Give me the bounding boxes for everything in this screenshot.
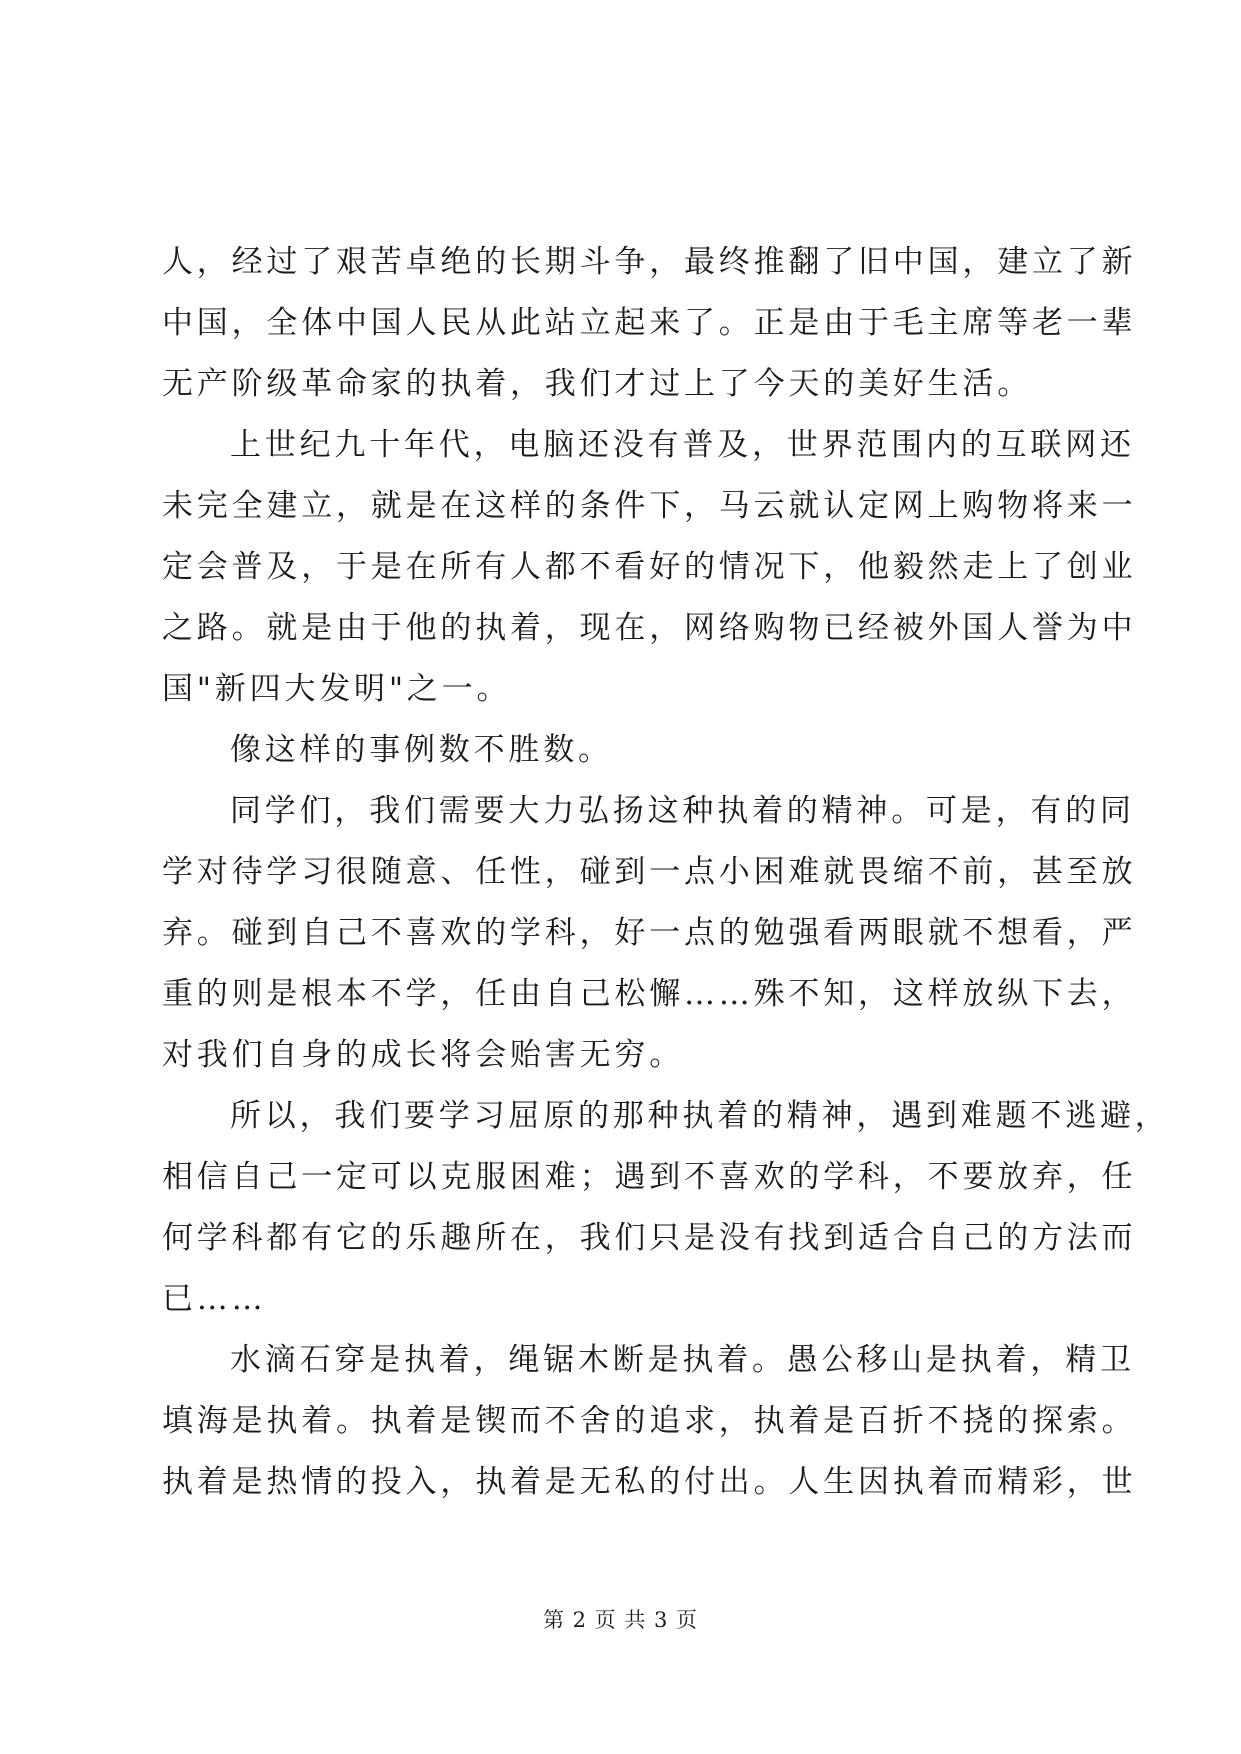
text-line: 相信自己一定可以克服困难；遇到不喜欢的学科，不要放弃，任 — [162, 1159, 1137, 1195]
text-line: 学对待学习很随意、任性，碰到一点小困难就畏缩不前，甚至放 — [162, 854, 1137, 890]
text-line: 水滴石穿是执着，绳锯木断是执着。愚公移山是执着，精卫 — [230, 1342, 1135, 1378]
text-line: 所以，我们要学习屈原的那种执着的精神，遇到难题不逃避， — [230, 1098, 1170, 1134]
text-line: 中国，全体中国人民从此站立起来了。正是由于毛主席等老一辈 — [162, 305, 1137, 341]
page-footer: 第 2 页 共 3 页 — [542, 1608, 699, 1632]
text-line: 对我们自身的成长将会贻害无穷。 — [162, 1037, 684, 1073]
text-line: 定会普及，于是在所有人都不看好的情况下，他毅然走上了创业 — [162, 549, 1137, 585]
text-line: 填海是执着。执着是锲而不舍的追求，执着是百折不挠的探索。 — [162, 1403, 1137, 1439]
text-line: 已…… — [162, 1281, 267, 1317]
text-line: 同学们，我们需要大力弘扬这种执着的精神。可是，有的同 — [230, 793, 1135, 829]
text-line: 之路。就是由于他的执着，现在，网络购物已经被外国人誉为中 — [162, 610, 1137, 646]
text-line: 无产阶级革命家的执着，我们才过上了今天的美好生活。 — [162, 366, 1032, 402]
text-line: 国"新四大发明"之一。 — [162, 671, 512, 707]
text-line: 人，经过了艰苦卓绝的长期斗争，最终推翻了旧中国，建立了新 — [162, 244, 1137, 280]
text-line: 弃。碰到自己不喜欢的学科，好一点的勉强看两眼就不想看，严 — [162, 915, 1137, 951]
text-line: 执着是热情的投入，执着是无私的付出。人生因执着而精彩，世 — [162, 1464, 1137, 1500]
text-line: 重的则是根本不学，任由自己松懈……殊不知，这样放纵下去， — [162, 976, 1137, 1012]
text-line: 未完全建立，就是在这样的条件下，马云就认定网上购物将来一 — [162, 488, 1137, 524]
text-line: 像这样的事例数不胜数。 — [230, 732, 613, 768]
text-line: 何学科都有它的乐趣所在，我们只是没有找到适合自己的方法而 — [162, 1220, 1137, 1256]
text-line: 上世纪九十年代，电脑还没有普及，世界范围内的互联网还 — [230, 427, 1135, 463]
document-body — [162, 232, 1170, 1513]
